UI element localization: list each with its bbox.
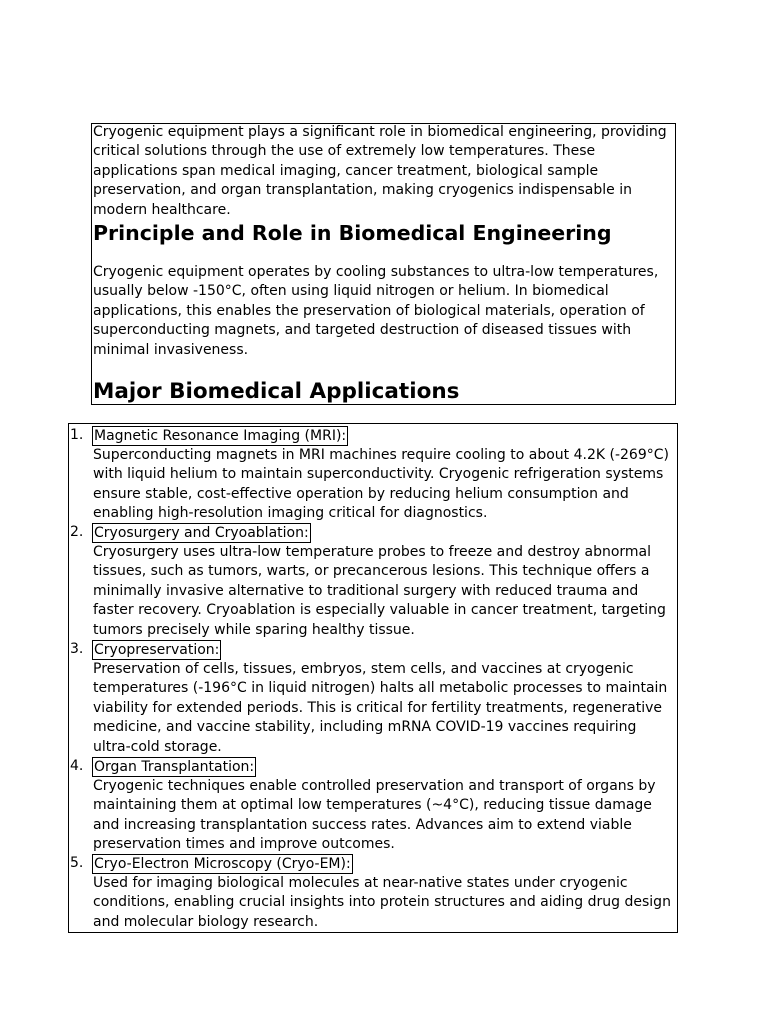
list-item-title: Cryo-Electron Microscopy (Cryo-EM): [94,856,351,872]
list-item-description: Superconducting magnets in MRI machines require cooling to about 4.2K (-269°C) with liquid helium to maintain superconductivity. Cryogenic refrigeration systems ensure stable, cost-effective operation by reducing helium consumption and enabling high-resolution imaging critical for diagnostics. [93,447,669,522]
list-item-title: Magnetic Resonance Imaging (MRI): [94,428,347,444]
list-item-number: 2. [70,524,84,540]
list-item-number: 3. [70,641,84,657]
list-item-description: Cryogenic techniques enable controlled preservation and transport of organs by maintaining them at optimal low temperatures (~4°C), reducing tissue damage and increasing transplantation success rates. Advances aim to extend viable preservation times and improve outcomes. [93,778,656,853]
list-item-number: 1. [70,427,84,443]
list-item-description: Cryosurgery uses ultra-low temperature probes to freeze and destroy abnormal tissues, such as tumors, warts, or precancerous lesions. This technique offers a minimally invasive alternative to traditional surgery with reduced trauma and faster recovery. Cryoablation is especially valuable in cancer treatment, targeting tumors precisely while sparing healthy tissue. [93,544,666,638]
list-item-title: Cryopreservation: [94,642,220,658]
intro-paragraph: Cryogenic equipment plays a significant role in biomedical engineering, providing critical solutions through the use of extremely low temperatures. These applications span medical imaging, cancer treatment, biological sample preservation, and organ transplantation, making cryogenics indispensable in modern healthcare. [93,124,667,218]
list-item-description: Preservation of cells, tissues, embryos, stem cells, and vaccines at cryogenic temperatures (-196°C in liquid nitrogen) halts all metabolic processes to maintain viability for extended periods. This is critical for fertility treatments, regenerative medicine, and vaccine stability, including mRNA COVID-19 vaccines requiring ultra-cold storage. [93,661,668,755]
list-item-description: Used for imaging biological molecules at near-native states under cryogenic conditions, enabling crucial insights into protein structures and aiding drug design and molecular biology research. [93,875,671,930]
applications-heading: Major Biomedical Applications [93,379,460,404]
list-item-number: 5. [70,855,84,871]
principle-heading: Principle and Role in Biomedical Engineering [93,221,612,245]
list-item-title: Cryosurgery and Cryoablation: [94,525,309,541]
principle-paragraph: Cryogenic equipment operates by cooling substances to ultra-low temperatures, usually below -150°C, often using liquid nitrogen or helium. In biomedical applications, this enables the preservation of biological materials, operation of superconducting magnets, and targeted destruction of diseased tissues with minimal invasiveness. [93,264,659,358]
list-item-number: 4. [70,758,84,774]
list-item-title: Organ Transplantation: [94,759,255,775]
